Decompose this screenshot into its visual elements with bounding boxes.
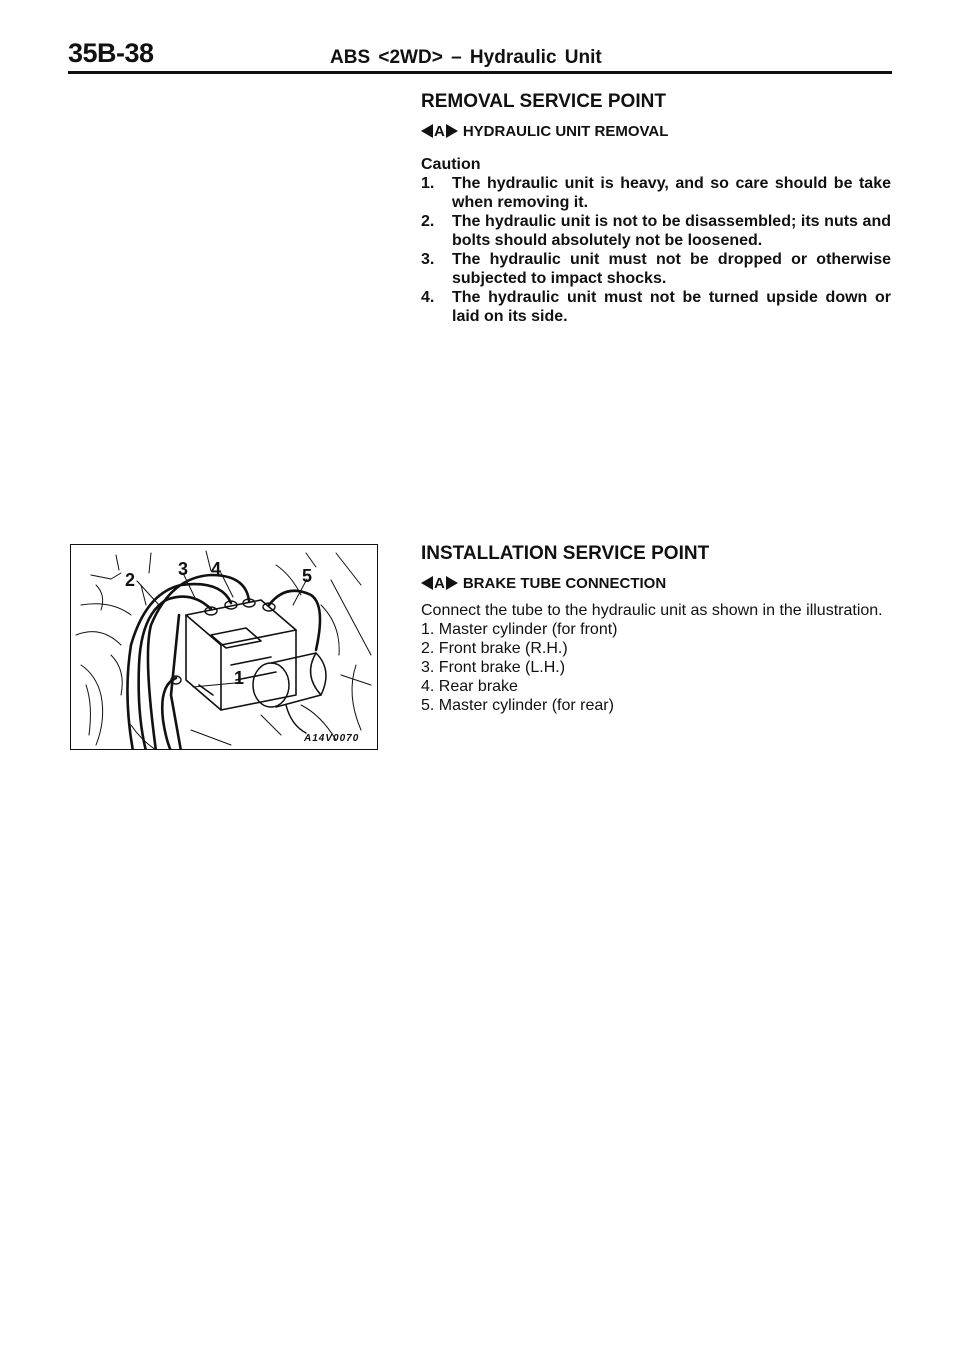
page-code: 35B-38 [68,38,154,68]
installation-title: INSTALLATION SERVICE POINT [421,543,710,564]
list-item: 1. The hydraulic unit is heavy, and so care should be take when removing it. [421,175,891,211]
list-item: 1. Master cylinder (for front) [421,621,618,638]
marker-letter: A [434,574,445,592]
list-item: 2. The hydraulic unit is not to be disassembled; its nuts and bolts should absolutely not be loosened. [421,213,891,249]
header-rule [68,71,892,74]
triangle-left-icon [421,124,433,138]
removal-subtitle: HYDRAULIC UNIT REMOVAL [462,122,669,140]
triangle-right-icon [446,576,458,590]
illustration-drawing [71,545,378,750]
removal-title: REMOVAL SERVICE POINT [421,91,666,112]
list-item: 5. Master cylinder (for rear) [421,697,614,714]
hydraulic-unit-illustration [70,544,378,750]
list-item: 4. The hydraulic unit must not be turned upside down or laid on its side. [421,289,891,325]
removal-section [421,91,891,326]
installation-marker [421,573,891,593]
callout-5: 5 [302,566,313,586]
installation-intro: Connect the tube to the hydraulic unit as shown in the illustration. [421,602,883,619]
removal-marker [421,121,891,141]
list-item: 3. Front brake (L.H.) [421,659,566,676]
triangle-left-icon [421,576,433,590]
triangle-right-icon [446,124,458,138]
callout-4: 4 [211,559,222,579]
list-item: 3. The hydraulic unit must not be dropped or otherwise subjected to impact shocks. [421,251,891,287]
page-title: ABS <2WD> – Hydraulic Unit [330,47,602,68]
callout-3: 3 [178,559,189,579]
callout-1: 1 [234,668,245,688]
figure-code: A14V0070 [304,733,360,744]
installation-subtitle: BRAKE TUBE CONNECTION [462,574,667,592]
caution-label: Caution [421,156,481,173]
list-item: 4. Rear brake [421,678,518,695]
marker-letter: A [434,122,445,140]
component-list [421,620,891,715]
installation-section [421,543,891,715]
list-item: 2. Front brake (R.H.) [421,640,568,657]
callout-2: 2 [125,570,136,590]
caution-list [421,174,891,326]
